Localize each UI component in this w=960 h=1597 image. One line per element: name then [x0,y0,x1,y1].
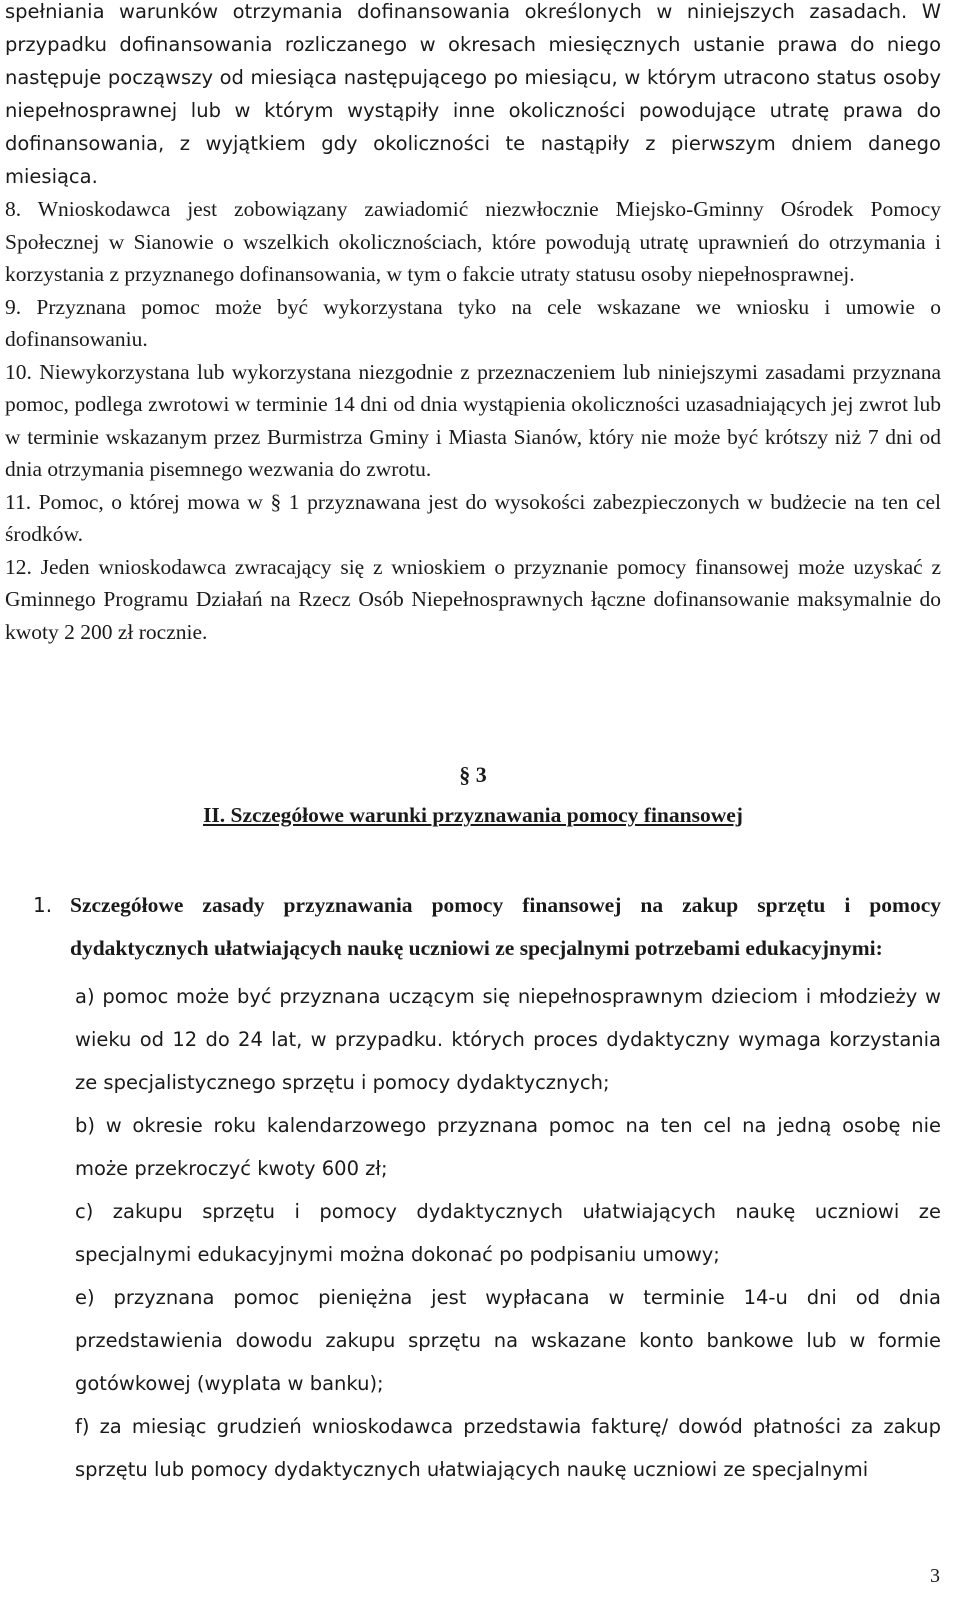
points-list [5,193,941,648]
paragraph-sign: § 3 [459,762,487,787]
section-heading: II. Szczegółowe warunki przyznawania pomocy finansowej [203,803,743,827]
item-1-number: 1. [33,893,53,917]
top-paragraph-block [5,0,941,193]
point-11: 11. Pomoc, o której mowa w § 1 przyznawana jest do wysokości zabezpieczonych w budżecie na ten cel środków. [5,489,941,546]
page-number: 3 [930,1565,940,1587]
item-1 [5,884,941,1491]
subitem-f: f) za miesiąc grudzień wnioskodawca przedstawia fakturę/ dowód płatności za zakup sprzętu lub pomocy dydaktycznych ułatwiających naukę uczniowi ze specjalnymi [75,1415,941,1481]
item-1-title: Szczegółowe zasady przyznawania pomocy finansowej na zakup sprzętu i pomocy dydaktycznych ułatwiających naukę uczniowi ze specjalnymi potrzebami edukacyjnymi: [70,893,941,960]
subitem-e: e) przyznana pomoc pieniężna jest wypłacana w terminie 14-u dni od dnia przedstawienia dowodu zakupu sprzętu na wskazane konto bankowe lub w formie gotówkowej (wyplata w banku); [75,1286,941,1395]
subitem-b: b) w okresie roku kalendarzowego przyznana pomoc na ten cel na jedną osobę nie może przekroczyć kwoty 600 zł; [75,1114,941,1180]
continuation-paragraph: spełniania warunków otrzymania dofinansowania określonych w niniejszych zasadach. W przypadku dofinansowania rozliczanego w okresach miesięcznych ustanie prawa do niego następuje począwszy od miesiąca następującego po miesiącu, w którym utracono status osoby niepełnosprawnej lub w którym wystąpiły inne okoliczności powodujące utratę prawa do dofinansowania, z wyjątkiem gdy okoliczności te nastąpiły z pierwszym dniem danego miesiąca. [5,0,941,188]
point-12: 12. Jeden wnioskodawca zwracający się z wnioskiem o przyznanie pomocy finansowej może uzyskać z Gminnego Programu Działań na Rzecz Osób Niepełnosprawnych łączne dofinansowanie maksymalnie do kwoty 2 200 zł rocznie. [5,554,941,644]
subitem-a: a) pomoc może być przyznana uczącym się niepełnosprawnym dzieciom i młodzieży w wieku od 12 do 24 lat, w przypadku. których proces dydaktyczny wymaga korzystania ze specjalistycznego sprzętu i pomocy dydaktycznych; [75,985,941,1094]
subitem-c: c) zakupu sprzętu i pomocy dydaktycznych ułatwiających naukę uczniowi ze specjalnymi edukacyjnymi można dokonać po podpisaniu umowy; [75,1200,941,1266]
point-10: 10. Niewykorzystana lub wykorzystana niezgodnie z przeznaczeniem lub niniejszymi zasadami przyznana pomoc, podlega zwrotowi w terminie 14 dni od dnia wystąpienia okoliczności uzasadniających jej zwrot lub w terminie wskazanym przez Burmistrza Gminy i Miasta Sianów, który nie może być krótszy niż 7 dni od dnia otrzymania pisemnego wezwania do zwrotu. [5,359,941,481]
point-9: 9. Przyznana pomoc może być wykorzystana tyko na cele wskazane we wniosku i umowie o dofinansowaniu. [5,294,941,351]
item-1-subitems [75,975,941,1491]
point-8: 8. Wnioskodawca jest zobowiązany zawiadomić niezwłocznie Miejsko-Gminny Ośrodek Pomocy Społecznej w Sianowie o wszelkich okolicznościach, które powodują utratę uprawnień do otrzymania i korzystania z przyznanego dofinansowania, w tym o fakcie utraty statusu osoby niepełnosprawnej. [5,197,941,286]
